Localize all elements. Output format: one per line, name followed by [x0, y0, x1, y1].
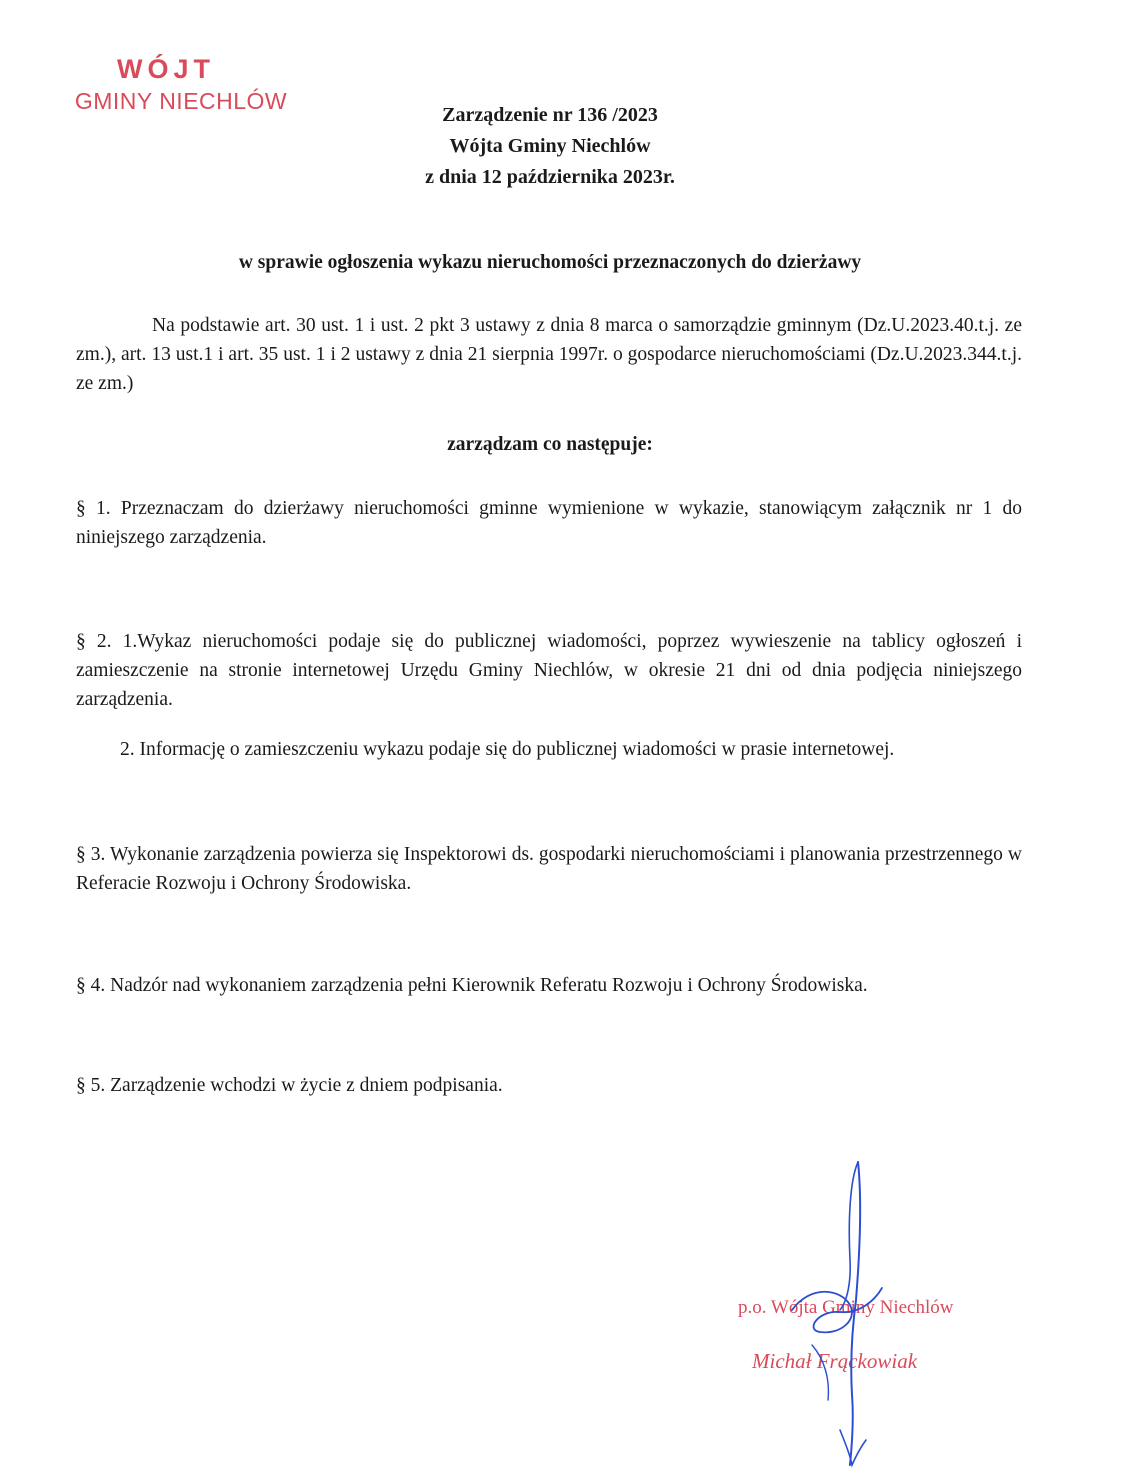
section-5: § 5. Zarządzenie wchodzi w życie z dniem podpisania.: [76, 1075, 503, 1096]
stamp-municipality: GMINY NIECHLÓW: [74, 88, 288, 114]
signature-title-stamp: p.o. Wójta Gminy Niechlów: [738, 1297, 954, 1318]
signature-block: [700, 1160, 1000, 1470]
section-1: § 1. Przeznaczam do dzierżawy nieruchomości gminne wymienione w wykazie, stanowiącym załącznik nr 1 do niniejszego zarządzenia.: [76, 498, 1022, 548]
signature-name-stamp: Michał Frąckowiak: [752, 1349, 918, 1373]
section-3: § 3. Wykonanie zarządzenia powierza się Inspektorowi ds. gospodarki nieruchomościami i planowania przestrzennego w Referacie Rozwoju i Ochrony Środowiska.: [76, 844, 1022, 894]
legal-basis-paragraph: Na podstawie art. 30 ust. 1 i ust. 2 pkt 3 ustawy z dnia 8 marca o samorządzie gminnym (Dz.U.2023.40.t.j. ze zm.), art. 13 ust.1 i art. 35 ust. 1 i 2 ustawy z dnia 21 sierpnia 1997r. o gospodarce nieruchomościami (Dz.U.2023.344.t.j. ze zm.): [76, 315, 1022, 394]
document-number: Zarządzenie nr 136 /2023: [442, 104, 658, 126]
stamp-title: WÓJT: [117, 54, 215, 84]
decree-intro: zarządzam co następuje:: [447, 434, 653, 455]
document-date: z dnia 12 października 2023r.: [425, 166, 675, 188]
section-2-point-2: 2. Informację o zamieszczeniu wykazu podaje się do publicznej wiadomości w prasie internetowej.: [120, 739, 895, 760]
section-4: § 4. Nadzór nad wykonaniem zarządzenia pełni Kierownik Referatu Rozwoju i Ochrony Środowiska.: [76, 975, 868, 996]
office-stamp: [56, 52, 306, 116]
handwritten-signature: [700, 1160, 1000, 1470]
document-header: [350, 100, 750, 193]
section-2-point-1: § 2. 1.Wykaz nieruchomości podaje się do publicznej wiadomości, poprzez wywieszenie na tablicy ogłoszeń i zamieszczenie na stronie internetowej Urzędu Gminy Niechlów, w okresie 21 dni od dnia podjęcia niniejszego zarządzenia.: [76, 631, 1022, 710]
document-issuer: Wójta Gminy Niechlów: [449, 135, 651, 157]
document-subject: w sprawie ogłoszenia wykazu nieruchomości przeznaczonych do dzierżawy: [238, 252, 862, 273]
